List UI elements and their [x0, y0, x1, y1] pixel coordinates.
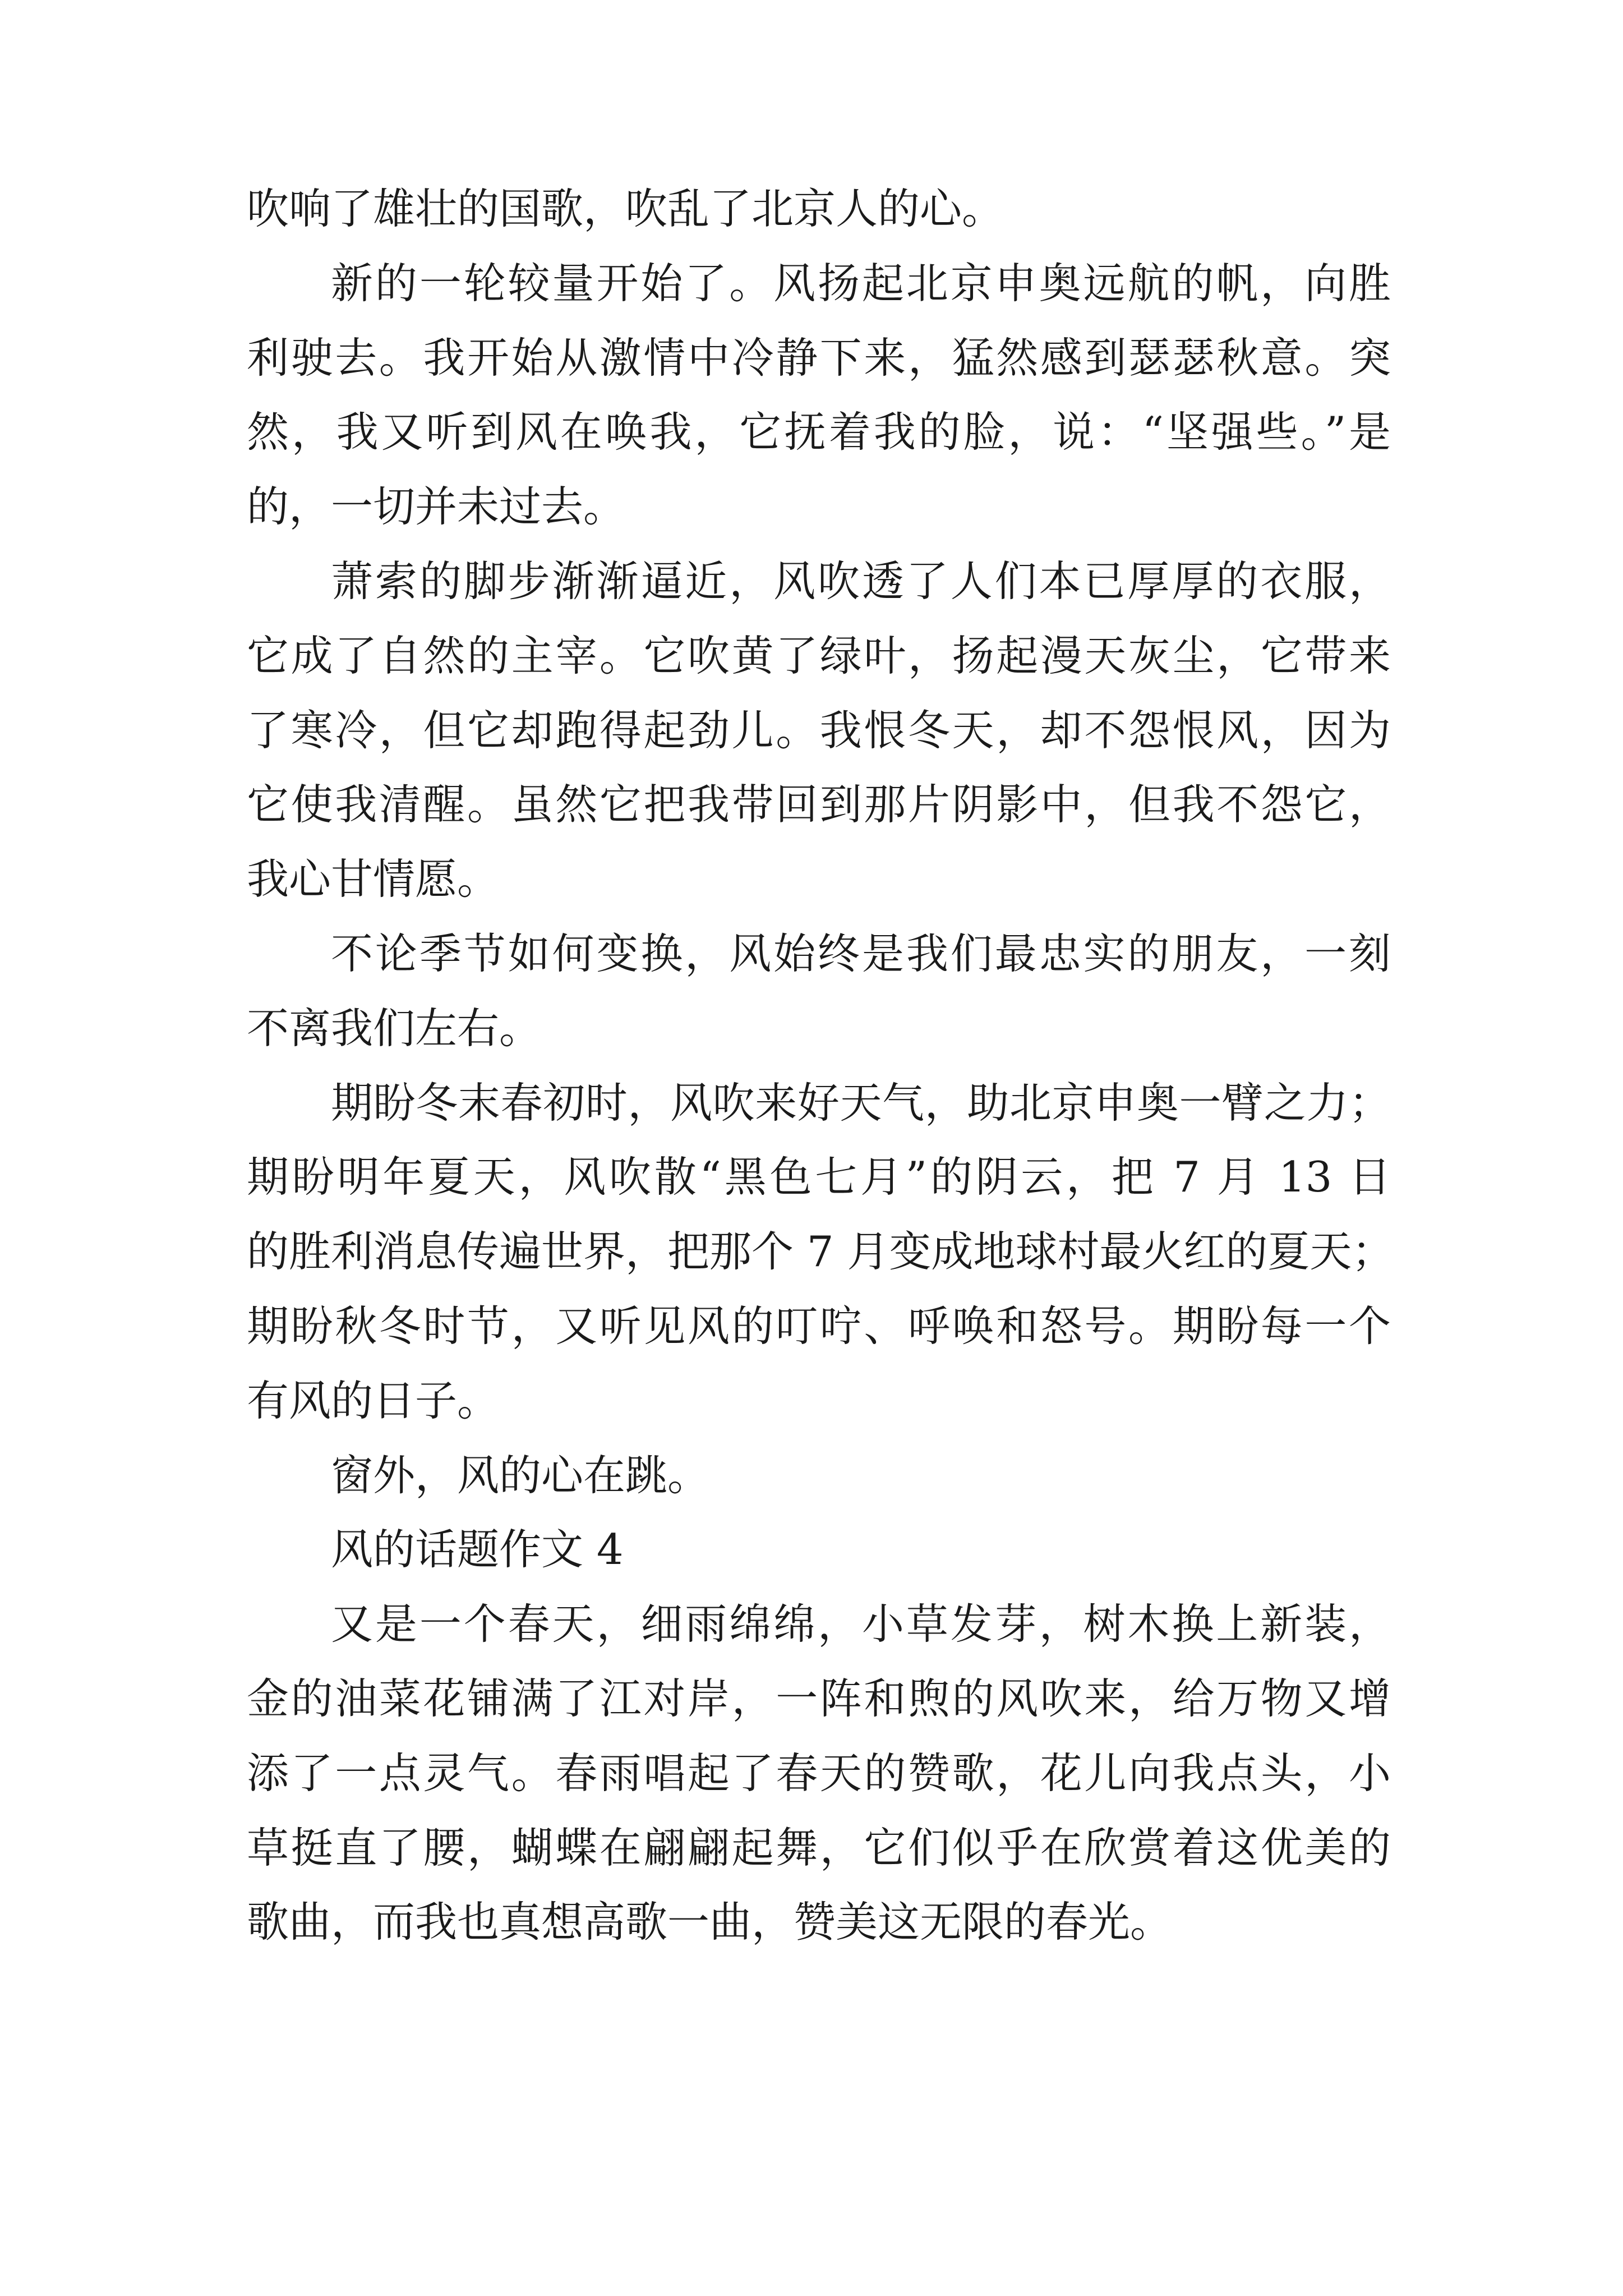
text-line: 又是一个春天，细雨绵绵，小草发芽，树木换上新装， — [331, 1599, 1391, 1649]
text-line: 窗外，风的心在跳。 — [331, 1451, 710, 1500]
text-line: 的胜利消息传遍世界，把那个 7 月变成地球村最火红的夏天； — [247, 1227, 1394, 1276]
text-line: 期盼冬末春初时，风吹来好天气，助北京申奥一臂之力； — [331, 1078, 1391, 1128]
text-line: 它成了自然的主宰。它吹黄了绿叶，扬起漫天灰尘，它带来 — [247, 631, 1391, 680]
text-line: 期盼明年夏天，风吹散“黑色七月”的阴云，把 7 月 13 日 — [247, 1152, 1391, 1202]
text-line: 不论季节如何变换，风始终是我们最忠实的朋友，一刻 — [331, 929, 1391, 978]
text-line: 草挺直了腰，蝴蝶在翩翩起舞，它们似乎在欣赏着这优美的 — [247, 1823, 1391, 1872]
text-line: 的，一切并未过去。 — [247, 482, 626, 531]
text-line: 了寒冷，但它却跑得起劲儿。我恨冬天，却不怨恨风，因为 — [247, 706, 1391, 755]
text-line: 我心甘情愿。 — [247, 854, 500, 904]
text-line: 然，我又听到风在唤我，它抚着我的脸，说：“坚强些。”是 — [247, 407, 1391, 457]
text-line: 萧索的脚步渐渐逼近，风吹透了人们本已厚厚的衣服， — [331, 556, 1391, 606]
text-line: 金的油菜花铺满了江对岸，一阵和煦的风吹来，给万物又增 — [247, 1674, 1391, 1723]
text-line: 风的话题作文 4 — [331, 1525, 624, 1574]
text-line: 有风的日子。 — [247, 1376, 500, 1425]
text-line: 期盼秋冬时节，又听见风的叮咛、呼唤和怒号。期盼每一个 — [247, 1301, 1391, 1351]
text-line: 利驶去。我开始从激情中冷静下来，猛然感到瑟瑟秋意。突 — [247, 333, 1391, 383]
text-line: 吹响了雄壮的国歌，吹乱了北京人的心。 — [247, 184, 1004, 233]
text-line: 不离我们左右。 — [247, 1004, 542, 1053]
text-line: 它使我清醒。虽然它把我带回到那片阴影中，但我不怨它， — [247, 780, 1391, 829]
text-line: 添了一点灵气。春雨唱起了春天的赞歌，花儿向我点头，小 — [247, 1749, 1391, 1798]
text-line: 歌曲，而我也真想高歌一曲，赞美这无限的春光。 — [247, 1897, 1173, 1947]
text-line: 新的一轮较量开始了。风扬起北京申奥远航的帆，向胜 — [331, 259, 1391, 308]
